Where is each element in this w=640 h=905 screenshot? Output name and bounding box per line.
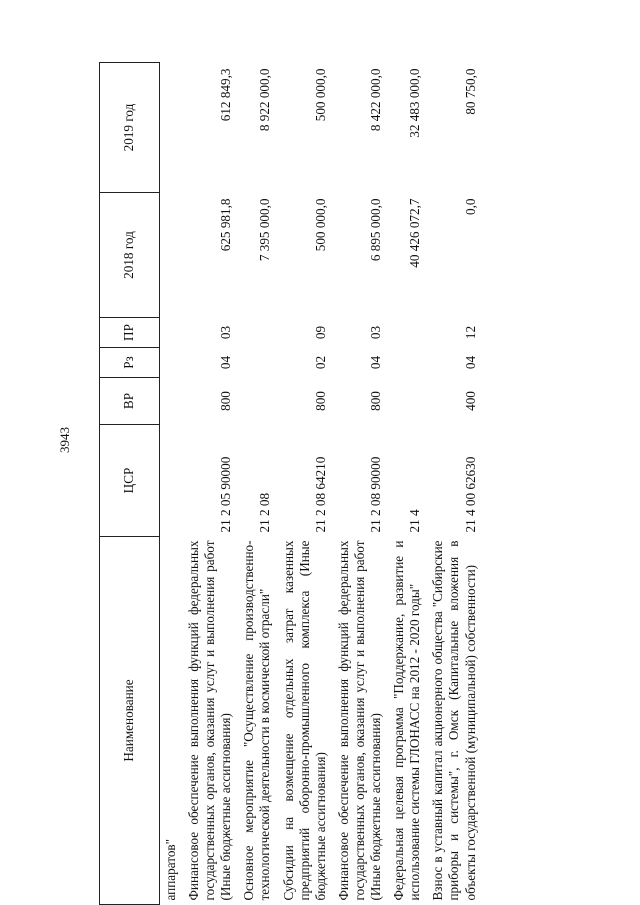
table-row <box>427 63 482 905</box>
table-row <box>183 63 238 905</box>
row-vr: 800 <box>312 391 328 411</box>
row-csr: 21 2 08 <box>257 492 273 533</box>
header-2018: 2018 год <box>100 193 160 318</box>
row-2019: 500 000,0 <box>312 68 328 122</box>
row-csr: 21 4 <box>407 509 423 533</box>
row-csr: 21 2 08 64210 <box>312 456 328 533</box>
row-pr <box>388 318 427 348</box>
row-rz: 04 <box>368 355 384 370</box>
table-row <box>278 63 333 905</box>
budget-table-container <box>99 63 580 905</box>
row-pr <box>238 318 277 348</box>
header-pr: ПР <box>100 318 160 348</box>
row-csr: 21 2 05 90000 <box>218 456 234 533</box>
row-rz: 02 <box>312 355 328 370</box>
row-name: Федеральная целевая программа "Поддержание, развитие и использование системы ГЛОНАСС на 2012 - 2020 годы" <box>391 540 423 901</box>
row-rz: 04 <box>218 355 234 370</box>
row-csr: 21 2 08 90000 <box>368 456 384 533</box>
table-row <box>160 63 184 905</box>
row-2018: 7 395 000,0 <box>257 198 273 262</box>
row-name: Субсидии на возмещение отдельных затрат казенных предприятий оборонно-промышленного комплекса (Иные бюджетные ассигнования) <box>280 540 328 901</box>
row-pr: 12 <box>462 325 478 340</box>
row-csr <box>160 425 184 537</box>
row-vr <box>388 378 427 425</box>
header-name: Наименование <box>100 537 160 905</box>
header-2019: 2019 год <box>100 63 160 193</box>
row-name: Основное мероприятие "Осуществление производственно-технологической деятельности в космической отрасли" <box>241 540 273 901</box>
row-2019: 8 422 000,0 <box>368 68 384 132</box>
header-vr: ВР <box>100 378 160 425</box>
row-2018: 625 981,8 <box>218 198 234 252</box>
row-2019: 32 483 000,0 <box>407 68 423 138</box>
row-name: Взнос в уставный капитал акционерного общества "Сибирские приборы и системы", г. Омск (Капитальные вложения в объекты государственной (муниципальной) собственности) <box>430 540 478 901</box>
row-pr <box>160 318 184 348</box>
row-vr: 800 <box>218 391 234 411</box>
row-2018: 6 895 000,0 <box>368 198 384 262</box>
row-vr <box>238 378 277 425</box>
row-vr <box>160 378 184 425</box>
header-rz: Рз <box>100 348 160 378</box>
row-pr: 09 <box>312 325 328 340</box>
row-pr: 03 <box>368 325 384 340</box>
row-2018: 40 426 072,7 <box>407 198 423 268</box>
row-2019: 80 750,0 <box>462 68 478 115</box>
row-2019: 612 849,3 <box>218 68 234 122</box>
row-vr: 800 <box>368 391 384 411</box>
row-vr: 400 <box>462 391 478 411</box>
row-csr: 21 4 00 62630 <box>462 456 478 533</box>
row-name: Финансовое обеспечение выполнения функций федеральных государственных органов, оказания услуг и выполнения работ (Иные бюджетные ассигнования) <box>186 540 234 901</box>
table-row <box>333 63 388 905</box>
row-2018 <box>160 193 184 318</box>
table-header-row <box>100 63 160 905</box>
page-number: 3943 <box>57 427 72 453</box>
row-2019 <box>160 63 184 193</box>
row-rz <box>388 348 427 378</box>
row-rz <box>160 348 184 378</box>
row-name: аппаратов" <box>163 838 178 901</box>
table-row <box>238 63 277 905</box>
budget-table <box>99 62 483 905</box>
row-rz: 04 <box>462 355 478 370</box>
row-pr: 03 <box>218 325 234 340</box>
row-rz <box>238 348 277 378</box>
header-csr: ЦСР <box>100 425 160 537</box>
row-name: Финансовое обеспечение выполнения функций федеральных государственных органов, оказания услуг и выполнения работ (Иные бюджетные ассигнования) <box>335 540 384 901</box>
row-2018: 500 000,0 <box>312 198 328 252</box>
table-row <box>388 63 427 905</box>
row-2018: 0,0 <box>462 198 478 215</box>
row-2019: 8 922 000,0 <box>257 68 273 132</box>
